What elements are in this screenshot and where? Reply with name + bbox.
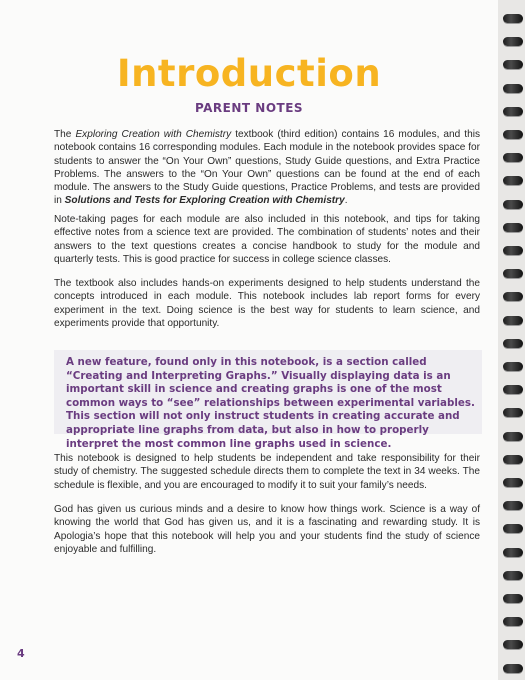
paragraph-text: The [54,129,76,140]
spiral-coil [503,385,523,394]
spiral-coil [503,223,523,232]
spiral-coil [503,362,523,371]
spiral-coil [503,107,523,116]
spiral-coil [503,316,523,325]
spiral-coil [503,455,523,464]
paragraph-note-taking: Note-taking pages for each module are also included in this notebook, and tips for taking effective notes from a science text are provided. The combination of students’ notes and their answers to the text questions creates a concise handbook to study for the module and quarterly tests. This is good practice for success in college science classes. [54,214,480,265]
spiral-coil [503,408,523,417]
page-number: 4 [17,647,25,660]
spiral-coil [503,246,523,255]
spiral-coil [503,594,523,603]
spiral-coil [503,548,523,557]
book-title-italic: Exploring Creation with Chemistry [75,129,232,140]
spiral-coil [503,37,523,46]
spiral-coil [503,571,523,580]
paragraph-textbook-overview [54,128,480,208]
spiral-coil [503,269,523,278]
spiral-coil [503,664,523,673]
spiral-coil [503,176,523,185]
spiral-coil [503,153,523,162]
spiral-coil [503,130,523,139]
paragraph-text: . [344,195,348,207]
section-subtitle: PARENT NOTES [194,101,304,115]
spiral-coil [503,640,523,649]
spiral-coil [503,617,523,626]
page-title: Introduction [116,52,382,95]
paragraph-independence: This notebook is designed to help students be independent and take responsibility for their study of chemistry. The suggested schedule directs them to complete the text in 34 weeks. The schedule is flexible, and you are encouraged to modify it to suit your family’s needs. [54,453,480,491]
paragraph-closing: God has given us curious minds and a desire to know how things work. Science is a way of knowing the world that God has given us, and it is a fascinating and rewarding study. It is Apologia’s hope that this notebook will help you and your students find the study of science enjoyable and fulfilling. [54,504,480,555]
spiral-coil [503,432,523,441]
paragraph-text: textbook (third edition) contains 16 modules, and this notebook contains 16 corresponding modules. Each module in the notebook provides space for students to answer the “On Your Own” questions, Study Guide questions, and Extra Practice Problems. The answers to the “On Your Own” questions can be found at the end of each module. The answers to the Study Guide questions, Practice Problems, and tests are provided in [54,129,481,207]
spiral-coil [503,524,523,533]
spiral-coil [503,339,523,348]
paragraph-experiments: The textbook also includes hands-on experiments designed to help students understand the concepts introduced in each module. This notebook includes lab report forms for every experiment in the text. Doing science is the best way for students to learn science, and experiments provide that opportunity. [54,278,480,329]
book-title-bold-italic: Solutions and Tests for Exploring Creation with Chemistry [64,195,345,207]
spiral-coil [503,60,523,69]
spiral-coil [503,14,523,23]
spiral-coil [503,478,523,487]
spiral-coil [503,501,523,510]
spiral-coil [503,84,523,93]
callout-box [54,350,482,450]
spiral-coil [503,292,523,301]
spiral-coil [503,200,523,209]
callout-text: A new feature, found only in this notebook, is a section called “Creating and Interpreting Graphs.” Visually displaying data is an important skill in science and creating graphs is one of the most common ways to “see” relationships between experimental variables. This section will not only instruct students in creating accurate and appropriate line graphs from data, but also in how to properly interpret the most common line graphs used in science. [66,356,475,450]
